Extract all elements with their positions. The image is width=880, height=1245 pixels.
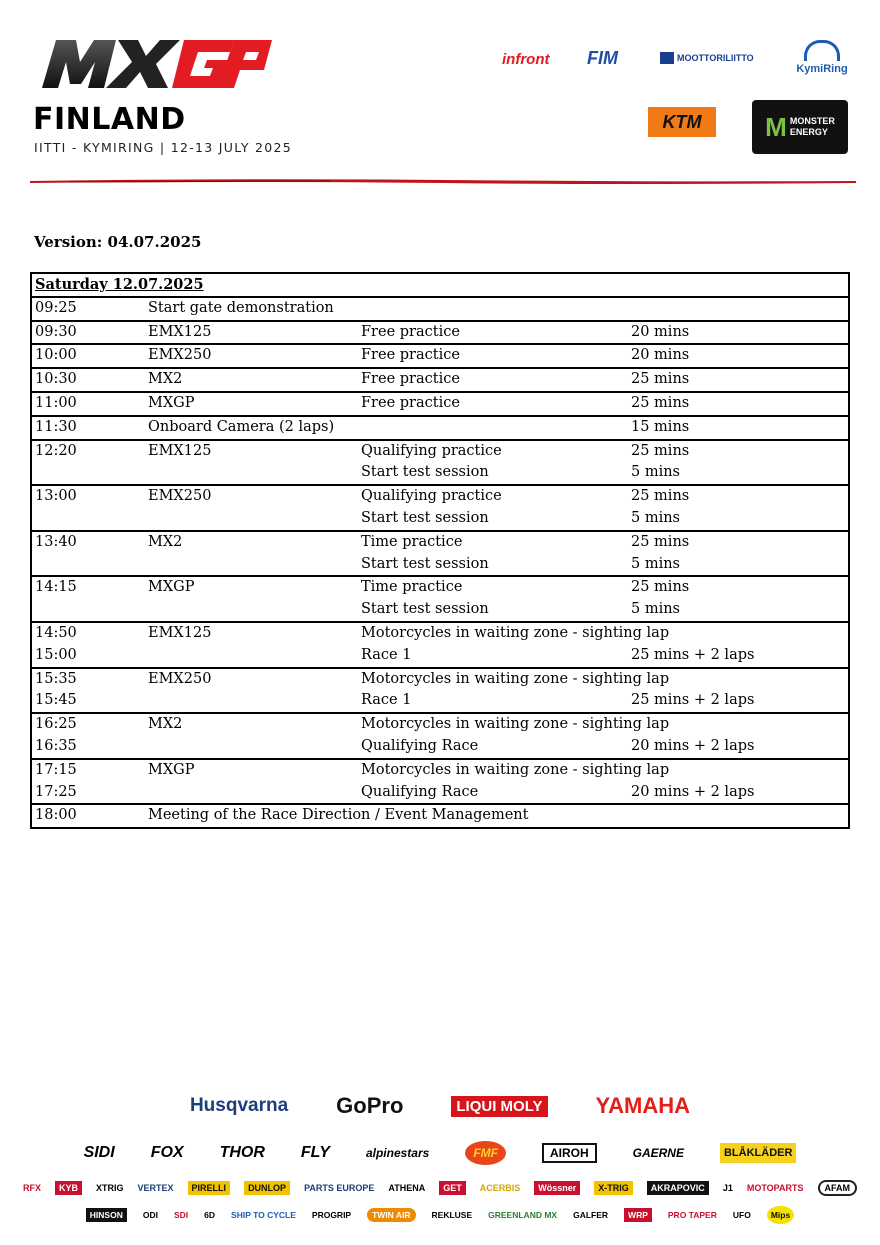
athena-logo: ATHENA [388,1183,426,1193]
row-duration: 25 mins + 2 laps [631,692,755,709]
row-class: MX2 [148,716,183,733]
footer-sponsors-row4 [0,1204,880,1226]
row-session: Free practice [361,347,460,364]
schedule-row [32,298,848,322]
schedule-line [32,554,848,576]
schedule-row [32,441,848,487]
schedule-row [32,577,848,623]
moottoriliitto-text: MOOTTORILIITTO [677,53,754,63]
kymiring-text: KymiRing [796,63,848,75]
wrp-logo: WRP [624,1208,652,1222]
row-session: Motorcycles in waiting zone - sighting lap [361,670,670,687]
row-time: 15:00 [35,646,77,663]
husqvarna-logo: Husqvarna [189,1095,289,1116]
version-label: Version: 04.07.2025 [34,233,202,251]
thor-logo: THOR [219,1144,265,1161]
pirelli-logo: PIRELLI [188,1181,231,1195]
moottoriliitto-emblem-icon [660,52,674,64]
schedule-row [32,760,848,806]
row-class: MXGP [148,761,195,778]
row-time: 18:00 [35,807,77,824]
schedule-line [32,441,848,463]
header-divider [30,177,856,185]
row-class: Onboard Camera (2 laps) [148,418,335,435]
row-duration: 5 mins [631,464,681,481]
row-duration: 20 mins [631,347,690,364]
liqui-moly-logo: LIQUI MOLY [451,1096,547,1117]
row-class: MXGP [148,394,195,411]
row-session: Free practice [361,371,460,388]
row-duration: 20 mins + 2 laps [631,783,755,800]
rfx-logo: RFX [23,1183,41,1193]
schedule-row [32,714,848,760]
row-time: 11:30 [35,418,77,435]
schedule-row [32,322,848,346]
acerbis-logo: ACERBIS [479,1183,521,1193]
schedule-line [32,760,848,782]
row-time: 17:25 [35,783,77,800]
j1-logo: J1 [722,1183,733,1193]
monster-name: MONSTER [789,116,835,126]
row-time: 10:00 [35,347,77,364]
monster-sub: ENERGY [789,127,828,137]
parts-europe-logo: PARTS EUROPE [304,1183,375,1193]
row-class: EMX125 [148,624,212,641]
footer-sponsors-row2 [0,1136,880,1170]
vertex-logo: VERTEX [137,1183,174,1193]
schedule-line [32,298,848,320]
row-duration: 25 mins [631,442,690,459]
ship-to-cycle-logo: SHIP TO CYCLE [231,1210,296,1220]
gaerne-logo: GAERNE [632,1146,684,1160]
row-time: 17:15 [35,761,77,778]
mxgp-logo [34,28,274,100]
schedule-line [32,393,848,415]
row-class: EMX250 [148,488,212,505]
kyb-logo: KYB [55,1181,82,1195]
footer-sponsors-row1 [0,1088,880,1124]
row-session: Time practice [361,533,463,550]
row-class: MX2 [148,371,183,388]
row-session: Qualifying practice [361,442,502,459]
afam-logo: AFAM [818,1180,858,1196]
schedule-row [32,369,848,393]
row-class: EMX250 [148,670,212,687]
schedule-day-header [32,274,848,298]
motoparts-logo: MOTOPARTS [746,1183,804,1193]
schedule-row [32,623,848,669]
row-time: 14:15 [35,579,77,596]
row-time: 11:00 [35,394,77,411]
akrapovic-logo: AKRAPOVIC [647,1181,709,1195]
row-session: Qualifying Race [361,737,479,754]
get-logo: GET [439,1181,466,1195]
row-class: EMX250 [148,347,212,364]
row-duration: 25 mins [631,533,690,550]
row-session: Time practice [361,579,463,596]
row-time: 16:35 [35,737,77,754]
dunlop-logo: DUNLOP [244,1181,290,1195]
row-session: Start test session [361,509,489,526]
row-time: 14:50 [35,624,77,641]
schedule-line [32,345,848,367]
galfer-logo: GALFER [573,1210,609,1220]
row-time: 10:30 [35,371,77,388]
sidi-logo: SIDI [83,1144,115,1161]
schedule-line [32,805,848,827]
row-class: Start gate demonstration [148,299,334,316]
row-time: 09:30 [35,323,77,340]
schedule-table [30,272,850,829]
wossner-logo: Wössner [534,1181,580,1195]
ktm-logo: KTM [648,107,716,137]
hinson-logo: HINSON [86,1208,127,1222]
schedule-line [32,669,848,691]
schedule-line [32,417,848,439]
row-session: Start test session [361,464,489,481]
row-duration: 25 mins [631,394,690,411]
row-time: 16:25 [35,716,77,733]
row-duration: 25 mins [631,579,690,596]
progrip-logo: PROGRIP [311,1210,352,1220]
kymiring-logo [795,40,849,75]
schedule-line [32,599,848,621]
row-class: EMX125 [148,323,212,340]
blaklader-logo: BLÅKLÄDER [720,1143,796,1163]
6d-logo: 6D [204,1210,216,1220]
schedule-line [32,736,848,758]
schedule-line [32,645,848,667]
moottoriliitto-logo [660,52,754,64]
monster-energy-logo [752,100,848,154]
fly-racing-logo: FLY [300,1144,330,1161]
fmf-logo: FMF [465,1141,506,1165]
row-session: Qualifying practice [361,488,502,505]
row-time: 12:20 [35,442,77,459]
schedule-row [32,345,848,369]
schedule-line [32,462,848,484]
odi-logo: ODI [142,1210,158,1220]
row-class: Meeting of the Race Direction / Event Management [148,807,529,824]
row-session: Motorcycles in waiting zone - sighting lap [361,761,670,778]
row-session: Free practice [361,323,460,340]
row-duration: 5 mins [631,509,681,526]
schedule-line [32,690,848,712]
yamaha-logo: YAMAHA [595,1093,691,1118]
schedule-row [32,669,848,715]
event-country: FINLAND [33,102,186,137]
schedule-row [32,393,848,417]
schedule-line [32,486,848,508]
schedule-line [32,532,848,554]
schedule-line [32,623,848,645]
day-title: Saturday 12.07.2025 [35,276,204,293]
row-time: 15:45 [35,692,77,709]
row-session: Qualifying Race [361,783,479,800]
sdi-logo: SDI [173,1210,189,1220]
pro-taper-logo: PRO TAPER [667,1210,717,1220]
schedule-line [32,322,848,344]
xtrig-logo: XTRIG [96,1183,124,1193]
event-venue-date: IITTI - KYMIRING | 12-13 JULY 2025 [34,140,293,155]
row-class: MXGP [148,579,195,596]
schedule-line [32,508,848,530]
monster-claw-icon: M [765,111,787,142]
row-time: 13:00 [35,488,77,505]
row-session: Start test session [361,601,489,618]
row-session: Free practice [361,394,460,411]
row-time: 09:25 [35,299,77,316]
fox-logo: FOX [150,1144,184,1161]
ufo-logo: UFO [732,1210,751,1220]
row-session: Motorcycles in waiting zone - sighting lap [361,624,670,641]
schedule-line [32,369,848,391]
schedule-row [32,486,848,532]
schedule-row [32,417,848,441]
greenland-mx-logo: GREENLAND MX [488,1210,558,1220]
airoh-logo: AIROH [542,1143,597,1163]
row-duration: 25 mins [631,488,690,505]
schedule-row [32,805,848,829]
fim-logo: FIM [587,48,618,68]
row-session: Motorcycles in waiting zone - sighting lap [361,716,670,733]
row-duration: 25 mins [631,371,690,388]
row-duration: 5 mins [631,555,681,572]
row-class: EMX125 [148,442,212,459]
row-duration: 20 mins [631,323,690,340]
row-duration: 15 mins [631,418,690,435]
kymiring-track-icon [804,40,840,61]
infront-logo: infront [502,51,550,68]
mips-logo: Mips [767,1206,794,1224]
alpinestars-logo: alpinestars [365,1146,430,1160]
row-session: Race 1 [361,646,412,663]
row-time: 13:40 [35,533,77,550]
rekluse-logo: REKLUSE [431,1210,473,1220]
row-session: Race 1 [361,692,412,709]
x-trig-logo: X-TRIG [594,1181,633,1195]
schedule-row [32,532,848,578]
gopro-logo: GoPro [336,1093,404,1118]
row-duration: 5 mins [631,601,681,618]
footer-sponsors-row3 [0,1177,880,1199]
twin-air-logo: TWIN AIR [367,1208,415,1222]
row-duration: 25 mins + 2 laps [631,646,755,663]
schedule-line [32,782,848,804]
schedule-line [32,714,848,736]
row-session: Start test session [361,555,489,572]
schedule-line [32,577,848,599]
row-class: MX2 [148,533,183,550]
row-duration: 20 mins + 2 laps [631,737,755,754]
row-time: 15:35 [35,670,77,687]
